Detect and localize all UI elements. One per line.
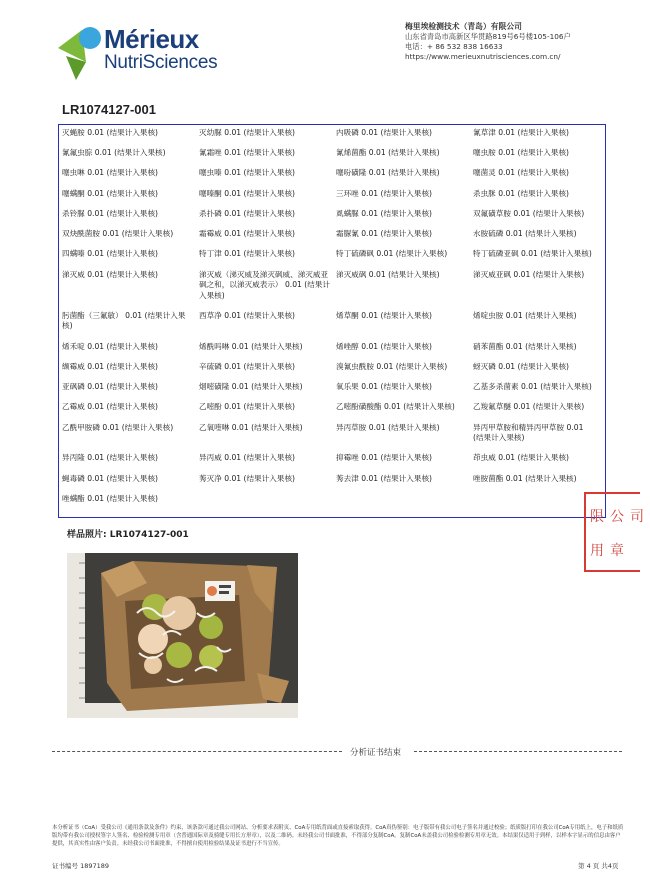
result-cell: 特丁硫磷亚砜 0.01 (结果计入果核)	[473, 249, 592, 259]
result-cell: 特丁硫磷砜 0.01 (结果计入果核)	[336, 249, 448, 259]
result-cell: 氰烯菌酯 0.01 (结果计入果核)	[336, 148, 440, 158]
result-cell: 噻虫胺 0.01 (结果计入果核)	[473, 148, 570, 158]
result-cell: 杀虫脒 0.01 (结果计入果核)	[473, 188, 570, 198]
result-cell: 硝苯菌酯 0.01 (结果计入果核)	[473, 341, 577, 351]
result-cell: 噻嗪酮 0.01 (结果计入果核)	[199, 188, 296, 198]
result-cell: 乙嘧酚 0.01 (结果计入果核)	[199, 402, 296, 412]
result-cell: 特丁津 0.01 (结果计入果核)	[199, 249, 296, 259]
result-cell: 乙酰甲胺磷 0.01 (结果计入果核)	[62, 422, 174, 432]
result-cell: 烯草酮 0.01 (结果计入果核)	[336, 310, 433, 320]
result-cell: 双炔酰菌胺 0.01 (结果计入果核)	[62, 229, 174, 239]
end-dashed-line-left	[52, 751, 342, 752]
result-cell: 噻虫啉 0.01 (结果计入果核)	[62, 168, 159, 178]
result-cell: 内吸磷 0.01 (结果计入果核)	[336, 128, 433, 137]
result-cell: 氰霜唑 0.01 (结果计入果核)	[199, 148, 296, 158]
end-of-certificate-line	[52, 746, 622, 758]
result-cell: 烟嘧磺隆 0.01 (结果计入果核)	[199, 382, 303, 392]
company-address: 山东省青岛市高新区华贯路819号6号楼105-106户	[405, 32, 571, 41]
merieux-logo	[56, 22, 226, 82]
result-cell: 蚜灭磷 0.01 (结果计入果核)	[473, 361, 570, 371]
brand-name-line1: Mérieux	[104, 24, 199, 54]
company-info	[405, 22, 635, 62]
page-number: 第 4 页 共4页	[578, 862, 619, 870]
result-cell: 灭幼脲 0.01 (结果计入果核)	[199, 128, 296, 137]
result-cell: 唑胺菌酯 0.01 (结果计入果核)	[473, 473, 577, 483]
result-cell	[199, 494, 336, 514]
company-phone: 电话：+ 86 532 838 16633	[405, 42, 503, 51]
result-cell: 虱螨脲 0.01 (结果计入果核)	[336, 208, 433, 218]
certificate-number: 证书编号 1897189	[52, 862, 110, 870]
sample-photo-image	[67, 553, 298, 718]
end-dashed-line-right	[414, 751, 622, 752]
end-of-certificate-text: 分析证书结束	[350, 748, 402, 758]
result-cell: 霜霉威 0.01 (结果计入果核)	[199, 229, 296, 239]
result-cell: 西草净 0.01 (结果计入果核)	[199, 310, 296, 320]
result-cell: 双氟磺草胺 0.01 (结果计入果核)	[473, 208, 585, 218]
result-cell: 杀铃脲 0.01 (结果计入果核)	[62, 208, 159, 218]
result-cell: 异丙威 0.01 (结果计入果核)	[199, 453, 296, 463]
result-cell: 霜脲氰 0.01 (结果计入果核)	[336, 229, 433, 239]
result-cell: 溴氰虫酰胺 0.01 (结果计入果核)	[336, 361, 448, 371]
result-cell: 氧乐果 0.01 (结果计入果核)	[336, 382, 433, 392]
result-cell: 噻菌灵 0.01 (结果计入果核)	[473, 168, 570, 178]
result-cell	[473, 494, 600, 514]
result-cell: 涕灭威 0.01 (结果计入果核)	[62, 269, 159, 279]
sample-photo-label: 样品照片: LR1074127-001	[67, 530, 189, 540]
page-header	[0, 0, 640, 95]
result-cell: 肟菌酯（三氟敏） 0.01 (结果计入果核)	[62, 310, 186, 331]
result-cell: 烯禾啶 0.01 (结果计入果核)	[62, 341, 159, 351]
result-cell: 杀扑磷 0.01 (结果计入果核)	[199, 208, 296, 218]
result-cell: 异丙草胺 0.01 (结果计入果核)	[336, 422, 440, 432]
result-cell: 蝇毒磷 0.01 (结果计入果核)	[62, 473, 159, 483]
result-cell: 烯啶虫胺 0.01 (结果计入果核)	[473, 310, 577, 320]
result-cell	[336, 494, 473, 514]
brand-name-line2: NutriSciences	[104, 52, 218, 73]
company-website[interactable]: https://www.merieuxnutrisciences.com.cn/	[405, 52, 561, 61]
merieux-logo-icon	[56, 22, 104, 82]
result-cell: 乙基多杀菌素 0.01 (结果计入果核)	[473, 382, 592, 392]
result-cell: 四螨嗪 0.01 (结果计入果核)	[62, 249, 159, 259]
result-cell: 乙羧氟草醚 0.01 (结果计入果核)	[473, 402, 585, 412]
results-grid	[62, 128, 602, 514]
result-cell: 莠去津 0.01 (结果计入果核)	[336, 473, 433, 483]
result-cell: 茚虫威 0.01 (结果计入果核)	[473, 453, 570, 463]
result-cell: 烯酰吗啉 0.01 (结果计入果核)	[199, 341, 303, 351]
result-cell: 乙嘧酚磺酸酯 0.01 (结果计入果核)	[336, 402, 455, 412]
result-cell: 烯唑醇 0.01 (结果计入果核)	[336, 341, 433, 351]
result-cell: 辛硫磷 0.01 (结果计入果核)	[199, 361, 296, 371]
result-cell: 氰草津 0.01 (结果计入果核)	[473, 128, 570, 137]
result-cell: 莠灭净 0.01 (结果计入果核)	[199, 473, 296, 483]
result-cell: 灭蝇胺 0.01 (结果计入果核)	[62, 128, 159, 137]
result-cell: 涕灭威亚砜 0.01 (结果计入果核)	[473, 269, 585, 279]
result-cell: 亚砜磷 0.01 (结果计入果核)	[62, 382, 159, 392]
stamp-line1: 限公司	[590, 509, 650, 525]
result-cell: 噻吩磺隆 0.01 (结果计入果核)	[336, 168, 440, 178]
sample-photo	[67, 553, 298, 718]
report-id: LR1074127-001	[62, 102, 156, 117]
result-cell: 异丙甲草胺和精异丙甲草胺 0.01 (结果计入果核)	[473, 422, 584, 443]
result-cell: 涕灭威（涕灭威及涕灭砜威、涕灭威亚砜之和，以涕灭威表示） 0.01 (结果计入果核)	[199, 269, 331, 300]
result-cell: 唑螨酯 0.01 (结果计入果核)	[62, 493, 159, 503]
result-cell: 涕灭威砜 0.01 (结果计入果核)	[336, 269, 440, 279]
results-table	[58, 124, 606, 518]
company-seal-stamp	[584, 492, 650, 572]
result-cell: 氰氟虫腙 0.01 (结果计入果核)	[62, 148, 166, 158]
result-cell: 抑霉唑 0.01 (结果计入果核)	[336, 453, 433, 463]
result-cell: 三环唑 0.01 (结果计入果核)	[336, 188, 433, 198]
result-cell: 噻虫嗪 0.01 (结果计入果核)	[199, 168, 296, 178]
result-cell: 异丙隆 0.01 (结果计入果核)	[62, 453, 159, 463]
result-cell: 乙氧喹啉 0.01 (结果计入果核)	[199, 422, 303, 432]
company-name: 梅里埃检测技术（青岛）有限公司	[405, 22, 522, 31]
stamp-line2: 用章	[590, 543, 630, 559]
footer-terms-note: 本分析证书（CoA）受我公司《通用条款及条件》约束，该条款可通过我公司网站、分析要求表附页、CoA专用纸背面或直接索取获得。CoA真伪鉴别：电子版带有我公司电子签名并通过校验；纸质版打印在我公司CoA专用纸上，电子和纸质版均带有我公司授权签字人签名、检验检测专用章（含普通国际章及骑缝专用长方形章），以及二维码。未经我公司书面批准，不得部分复制CoA。复制CoA未盖我公司检验检测专用章无效。本结果仅适用于到样，以样本字显示的信息由客户提供，其真实性由客户负责。未经我公司书面批准，不得擅自使用检验结果及证书进行不当宣传。	[52, 825, 624, 847]
result-cell: 乙霉威 0.01 (结果计入果核)	[62, 402, 159, 412]
result-cell: 噻螨酮 0.01 (结果计入果核)	[62, 188, 159, 198]
result-cell: 水胺硫磷 0.01 (结果计入果核)	[473, 229, 577, 239]
result-cell: 缬霉威 0.01 (结果计入果核)	[62, 361, 159, 371]
